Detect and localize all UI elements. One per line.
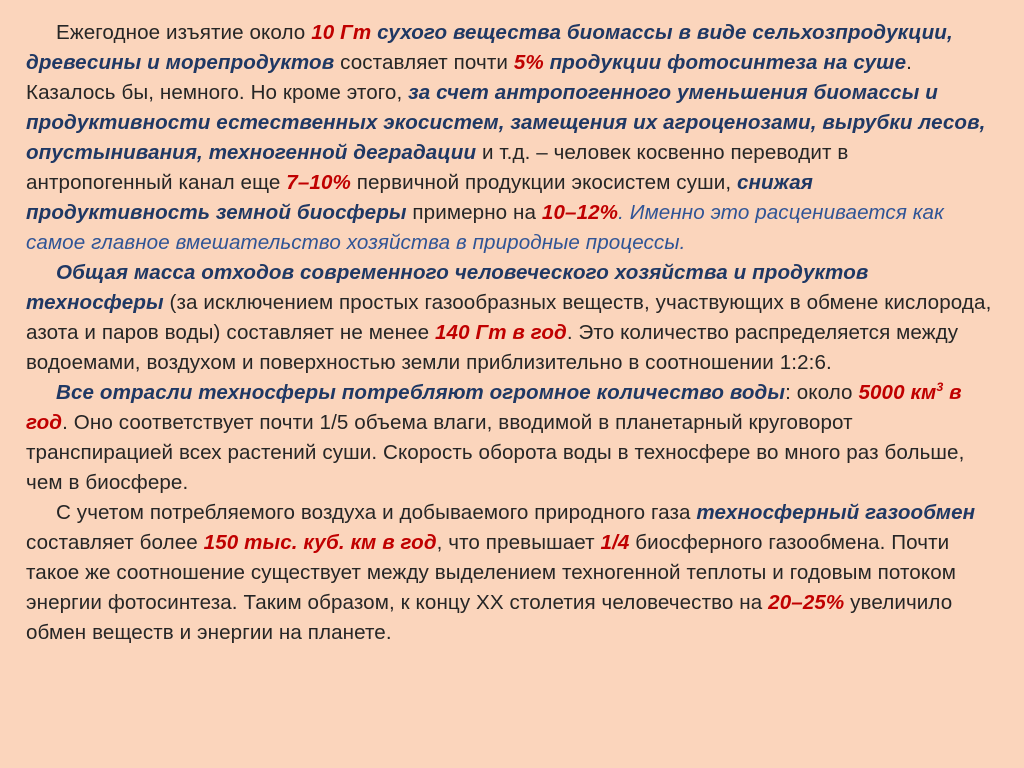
text-run: . Казалось бы, немного. Но кроме этого,	[26, 51, 912, 104]
text-run: примерно на	[406, 201, 542, 224]
text-run: техносферный газообмен	[696, 501, 976, 524]
text-run: 5000 км	[858, 381, 937, 404]
text-run: С учетом потребляемого воздуха и добываемого природного газа	[56, 501, 697, 524]
text-run: Ежегодное изъятие около	[56, 21, 312, 44]
text-run: за счет антропогенного уменьшения биомассы и продуктивности естественных экосистем, замещения их агроценозами, вырубки лесов, опустынивания, техногенной деградации	[26, 81, 986, 164]
text-run: снижая продуктивность земной биосферы	[26, 171, 814, 224]
text-run: (за исключением простых газообразных веществ, участвующих в обмене кислорода, азота и паров воды) составляет не менее	[26, 291, 992, 344]
paragraph-gas-exchange	[26, 498, 998, 648]
text-run: 5%	[513, 51, 544, 74]
text-run: 20–25%	[768, 591, 845, 614]
text-run: : около	[785, 381, 859, 404]
text-run: 7–10%	[286, 171, 351, 194]
text-run: составляет более	[26, 531, 204, 554]
text-run: и т.д. – человек косвенно переводит в антропогенный канал еще	[26, 141, 849, 194]
text-run: 140 Гт в год	[434, 321, 567, 344]
paragraph-waste-mass	[26, 258, 998, 378]
text-run: увеличило обмен веществ и энергии на планете.	[26, 591, 953, 644]
text-run: . Именно это расценивается как самое главное вмешательство хозяйства в природные процессы.	[26, 201, 944, 254]
text-run: 150 тыс. куб. км в год	[203, 531, 437, 554]
text-run: составляет почти	[334, 51, 514, 74]
text-run: сухого вещества биомассы в виде сельхозпродукции, древесины и морепродуктов	[26, 21, 953, 74]
text-run: . Оно соответствует почти 1/5 объема влаги, вводимой в планетарный круговорот транспирацией всех растений суши. Скорость оборота воды в техносфере во много раз больше, чем в биосфере.	[26, 411, 965, 494]
text-run: 3	[936, 380, 944, 395]
text-run: 10 Гт	[311, 21, 372, 44]
text-run: в год	[26, 381, 962, 434]
text-run: 10–12%	[541, 201, 619, 224]
text-run: , что превышает	[436, 531, 601, 554]
text-run: биосферного газообмена. Почти такое же соотношение существует между выделением техногенной теплоты и годовым потоком энергии фотосинтеза. Таким образом, к концу XX столетия человечество на	[26, 531, 957, 614]
text-run: Все отрасли техносферы потребляют огромное количество воды	[56, 381, 786, 404]
text-run: продукции фотосинтеза на суше	[549, 51, 907, 74]
text-run: 1/4	[600, 531, 630, 554]
text-run: . Это количество распределяется между водоемами, воздухом и поверхностью земли приблизительно в соотношении 1:2:6.	[26, 321, 959, 374]
text-run: первичной продукции экосистем суши,	[350, 171, 737, 194]
text-run: Общая масса отходов современного человеческого хозяйства и продуктов техносферы	[26, 261, 869, 314]
paragraph-water-consumption	[26, 378, 998, 498]
paragraph-biomass-extraction	[26, 18, 998, 258]
